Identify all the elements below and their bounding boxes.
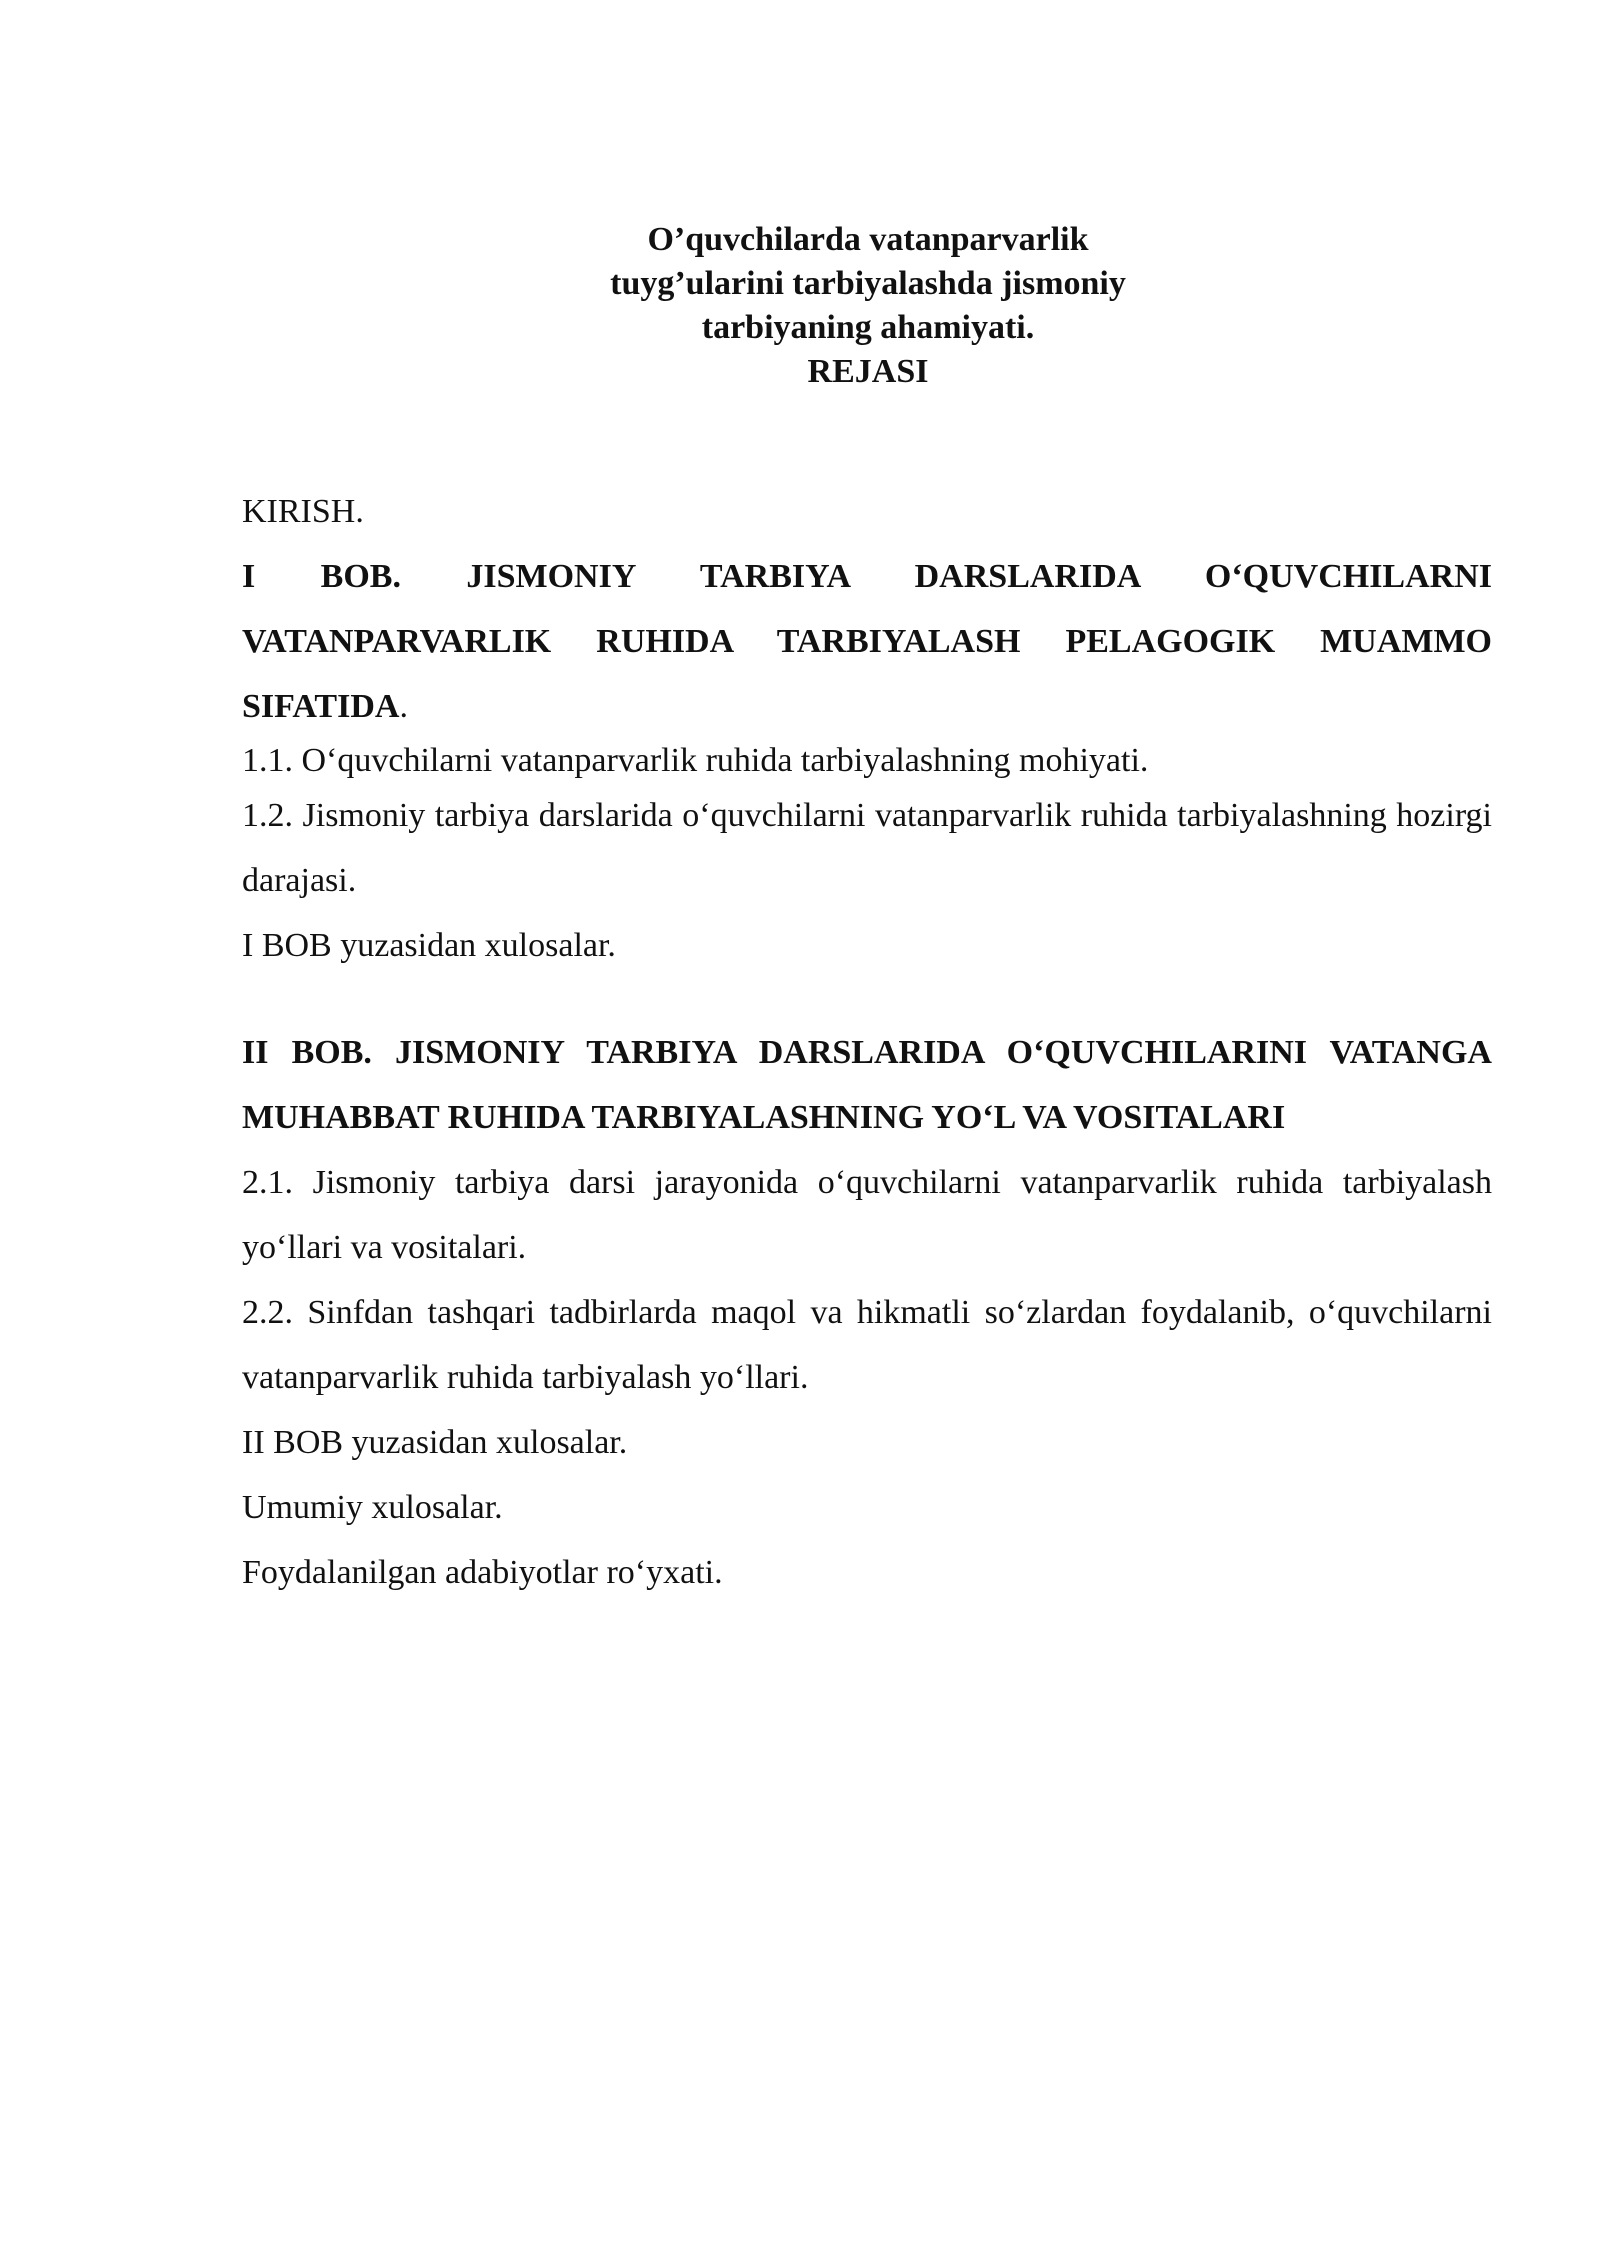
spacer [242,978,1492,1020]
chapter-1-title [242,544,1492,739]
section-2-1: 2.1. Jismoniy tarbiya darsi jarayonida o‘quvchilarni vatanparvarlik ruhida tarbiyalash yo‘llari va vositalari. [242,1164,1492,1266]
plan-heading: REJASI [807,353,929,390]
title-line-2: tuyg’ularini tarbiyalashda jismoniy [610,265,1126,302]
chapter-1-title-text: I BOB. JISMONIY TARBIYA DARSLARIDA O‘QUVCHILARNI VATANPARVARLIK RUHIDA TARBIYALASH PELAGOGIK MUAMMO SIFATIDA [242,558,1492,725]
intro-item: KIRISH. [242,493,364,530]
section-1-1: 1.1. O‘quvchilarni vatanparvarlik ruhida tarbiyalashning mohiyati. [242,742,1149,779]
section-1-2: 1.2. Jismoniy tarbiya darslarida o‘quvchilarni vatanparvarlik ruhida tarbiyalashning hozirgi darajasi. [242,797,1492,899]
chapter-1-title-period: . [399,688,408,725]
title-line-1: O’quvchilarda vatanparvarlik [647,221,1089,258]
chapter-2-title: II BOB. JISMONIY TARBIYA DARSLARIDA O‘QUVCHILARINI VATANGA MUHABBAT RUHIDA TARBIYALASHNING YO‘L VA VOSITALARI [242,1034,1492,1136]
general-conclusion: Umumiy xulosalar. [242,1489,503,1526]
title-line-3: tarbiyaning ahamiyati. [701,309,1035,346]
section-2-2: 2.2. Sinfdan tashqari tadbirlarda maqol va hikmatli so‘zlardan foydalanib, o‘quvchilarni vatanparvarlik ruhida tarbiyalash yo‘llari. [242,1294,1492,1396]
document-title [0,218,1600,394]
references-item: Foydalanilgan adabiyotlar ro‘yxati. [242,1554,723,1591]
plan-contents [242,479,1492,1605]
chapter-2-conclusion: II BOB yuzasidan xulosalar. [242,1424,628,1461]
chapter-1-conclusion: I BOB yuzasidan xulosalar. [242,927,616,964]
